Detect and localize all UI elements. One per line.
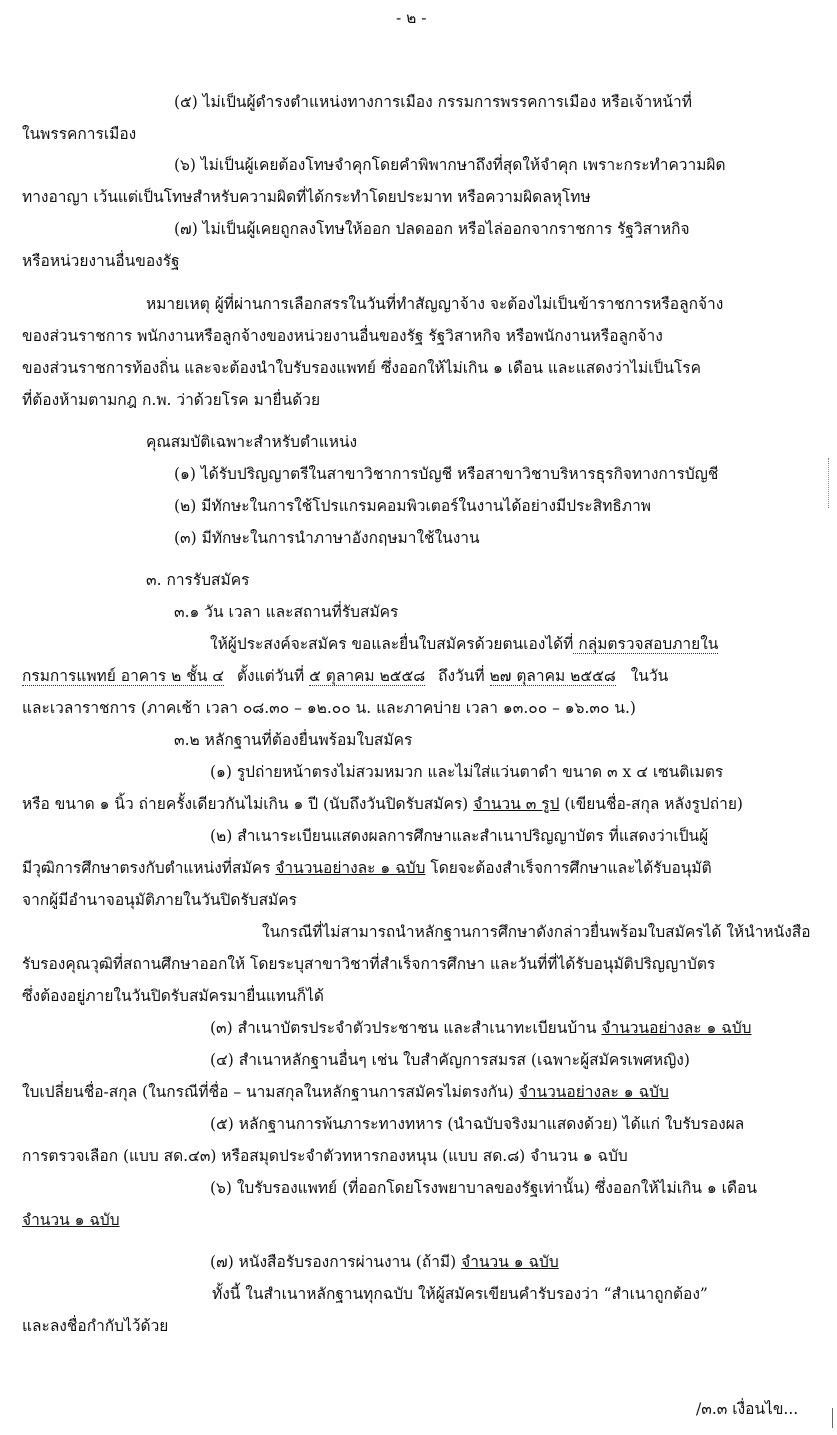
evidence-2-text-a: มีวุฒิการศึกษาตรงกับตำแหน่งที่สมัคร — [22, 859, 276, 877]
qual-item-7-line-1: (๗) ไม่เป็นผู้เคยถูกลงโทษให้ออก ปลดออก หรือไล่ออกจากราชการ รัฐวิสาหกิจ — [174, 220, 690, 238]
evidence-3-count: จำนวนอย่างละ ๑ ฉบับ — [601, 1019, 752, 1037]
evidence-2-count: จำนวนอย่างละ ๑ ฉบับ — [275, 859, 426, 877]
to-label: ถึงวันที่ — [438, 667, 485, 685]
evidence-6-line-1: (๖) ใบรับรองแพทย์ (ที่ออกโดยโรงพยาบาลของรัฐเท่านั้น) ซึ่งออกให้ไม่เกิน ๑ เดือน — [210, 1179, 757, 1197]
note-line-4: ที่ต้องห้ามตามกฎ ก.พ. ว่าด้วยโรค มายื่นด้วย — [22, 391, 321, 409]
specific-item-3: (๓) มีทักษะในการนำภาษาอังกฤษมาใช้ในงาน — [174, 529, 480, 547]
evidence-2-line-1: (๒) สำเนาระเบียนแสดงผลการศึกษาและสำเนาปริญญาบัตร ที่แสดงว่าเป็นผู้ — [210, 827, 709, 845]
evidence-7-line — [210, 1250, 559, 1276]
specific-item-1: (๑) ได้รับปริญญาตรีในสาขาวิชาการบัญชี หรือสาขาวิชาบริหารธุรกิจทางการบัญชี — [174, 465, 719, 483]
evidence-3-line — [210, 1016, 752, 1042]
from-date: ๕ ตุลาคม ๒๕๕๘ — [309, 667, 426, 685]
section-3-heading: ๓. การรับสมัคร — [146, 571, 250, 589]
apply-line-1 — [210, 632, 718, 658]
evidence-1-count: จำนวน ๓ รูป — [473, 795, 560, 813]
qual-item-5-line-2: ในพรรคการเมือง — [22, 125, 137, 143]
evidence-4-line-2 — [22, 1080, 669, 1106]
alternative-line-3: ซึ่งต้องอยู่ภายในวันปิดรับสมัครมายื่นแทนก็ได้ — [22, 987, 324, 1005]
specific-heading: คุณสมบัติเฉพาะสำหรับตำแหน่ง — [146, 433, 358, 451]
note-line-3: ของส่วนราชการท้องถิ่น และจะต้องนำใบรับรองแพทย์ ซึ่งออกให้ไม่เกิน ๑ เดือน และแสดงว่าไม่เป็นโรค — [22, 359, 701, 377]
alternative-line-1: ในกรณีที่ไม่สามารถนำหลักฐานการศึกษาดังกล่าวยื่นพร้อมใบสมัครได้ ให้นำหนังสือ — [262, 923, 811, 941]
scan-edge-mark-bottom — [832, 1408, 833, 1428]
evidence-1-text-a: หรือ ขนาด ๑ นิ้ว ถ่ายครั้งเดียวกันไม่เกิน ๑ ปี (นับถึงวันปิดรับสมัคร) — [22, 795, 474, 813]
evidence-5-line-2: การตรวจเลือก (แบบ สด.๔๓) หรือสมุดประจำตัวทหารกองหนุน (แบบ สด.๘) จำนวน ๑ ฉบับ — [22, 1147, 628, 1165]
page-number: - ๒ - — [396, 9, 427, 27]
office-hours: และเวลาราชการ (ภาคเช้า เวลา ๐๘.๓๐ – ๑๒.๐๐ น. และภาคบ่าย เวลา ๑๓.๐๐ – ๑๖.๓๐ น.) — [22, 699, 636, 717]
qual-item-6-line-2: ทางอาญา เว้นแต่เป็นโทษสำหรับความผิดที่ได้กระทำโดยประมาท หรือความผิดลหุโทษ — [22, 188, 591, 206]
evidence-7-text: (๗) หนังสือรับรองการผ่านงาน (ถ้ามี) — [210, 1253, 462, 1271]
section-3-1-heading: ๓.๑ วัน เวลา และสถานที่รับสมัคร — [174, 603, 399, 621]
qual-item-7-line-2: หรือหน่วยงานอื่นของรัฐ — [22, 252, 180, 270]
from-label: ตั้งแต่วันที่ — [236, 667, 305, 685]
evidence-1-line-2 — [22, 792, 743, 818]
on-day: ในวัน — [630, 667, 669, 685]
evidence-4-count: จำนวนอย่างละ ๑ ฉบับ — [518, 1083, 669, 1101]
scan-edge-mark-right — [828, 458, 829, 508]
evidence-4-line-1: (๔) สำเนาหลักฐานอื่นๆ เช่น ใบสำคัญการสมรส (เฉพาะผู้สมัครเพศหญิง) — [210, 1051, 690, 1069]
evidence-4-text: ใบเปลี่ยนชื่อ-สกุล (ในกรณีที่ชื่อ – นามสกุลในหลักฐานการสมัครไม่ตรงกัน) — [22, 1083, 519, 1101]
closing-line-2: และลงชื่อกำกับไว้ด้วย — [22, 1317, 169, 1335]
evidence-1-line-1: (๑) รูปถ่ายหน้าตรงไม่สวมหมวก และไม่ใส่แว่นตาดำ ขนาด ๓ x ๔ เซนติเมตร — [210, 763, 724, 781]
qual-item-6-line-1: (๖) ไม่เป็นผู้เคยต้องโทษจำคุกโดยคำพิพากษาถึงที่สุดให้จำคุก เพราะกระทำความผิด — [174, 156, 726, 174]
continuation-note: /๓.๓ เงื่อนไข... — [696, 1400, 799, 1418]
apply-place-b: กรมการแพทย์ อาคาร ๒ ชั้น ๔ — [22, 667, 225, 685]
note-line-1: หมายเหตุ ผู้ที่ผ่านการเลือกสรรในวันที่ทำสัญญาจ้าง จะต้องไม่เป็นข้าราชการหรือลูกจ้าง — [146, 295, 724, 313]
note-line-2: ของส่วนราชการ พนักงานหรือลูกจ้างของหน่วยงานอื่นของรัฐ รัฐวิสาหกิจ หรือพนักงานหรือลูกจ้าง — [22, 327, 663, 345]
apply-prefix: ให้ผู้ประสงค์จะสมัคร ขอและยื่นใบสมัครด้วยตนเองได้ที่ — [210, 635, 574, 653]
evidence-2-text-b: โดยจะต้องสำเร็จการศึกษาและได้รับอนุมัติ — [425, 859, 712, 877]
to-date: ๒๗ ตุลาคม ๒๕๕๘ — [489, 667, 616, 685]
alternative-line-2: รับรองคุณวุฒิที่สถานศึกษาออกให้ โดยระบุสาขาวิชาที่สำเร็จการศึกษา และวันที่ที่ได้รับอนุมัติปริญญาบัตร — [22, 955, 716, 973]
evidence-6-count: จำนวน ๑ ฉบับ — [22, 1211, 120, 1229]
section-3-2-heading: ๓.๒ หลักฐานที่ต้องยื่นพร้อมใบสมัคร — [174, 731, 413, 749]
evidence-2-line-2 — [22, 856, 712, 882]
specific-item-2: (๒) มีทักษะในการใช้โปรแกรมคอมพิวเตอร์ในงานได้อย่างมีประสิทธิภาพ — [174, 497, 652, 515]
evidence-1-text-b: (เขียนชื่อ-สกุล หลังรูปถ่าย) — [559, 795, 743, 813]
apply-line-2 — [22, 664, 668, 690]
evidence-5-line-1: (๕) หลักฐานการพ้นภาระทางทหาร (นำฉบับจริงมาแสดงด้วย) ได้แก่ ใบรับรองผล — [210, 1115, 745, 1133]
qual-item-5-line-1: (๕) ไม่เป็นผู้ดำรงตำแหน่งทางการเมือง กรรมการพรรคการเมือง หรือเจ้าหน้าที่ — [174, 93, 692, 111]
evidence-3-text: (๓) สำเนาบัตรประจำตัวประชาชน และสำเนาทะเบียนบ้าน — [210, 1019, 602, 1037]
closing-line-1: ทั้งนี้ ในสำเนาหลักฐานทุกฉบับ ให้ผู้สมัครเขียนคำรับรองว่า “สำเนาถูกต้อง” — [212, 1285, 708, 1303]
apply-place-a: กลุ่มตรวจสอบภายใน — [573, 635, 719, 653]
evidence-2-line-3: จากผู้มีอำนาจอนุมัติภายในวันปิดรับสมัคร — [22, 891, 297, 909]
evidence-7-count: จำนวน ๑ ฉบับ — [461, 1253, 559, 1271]
